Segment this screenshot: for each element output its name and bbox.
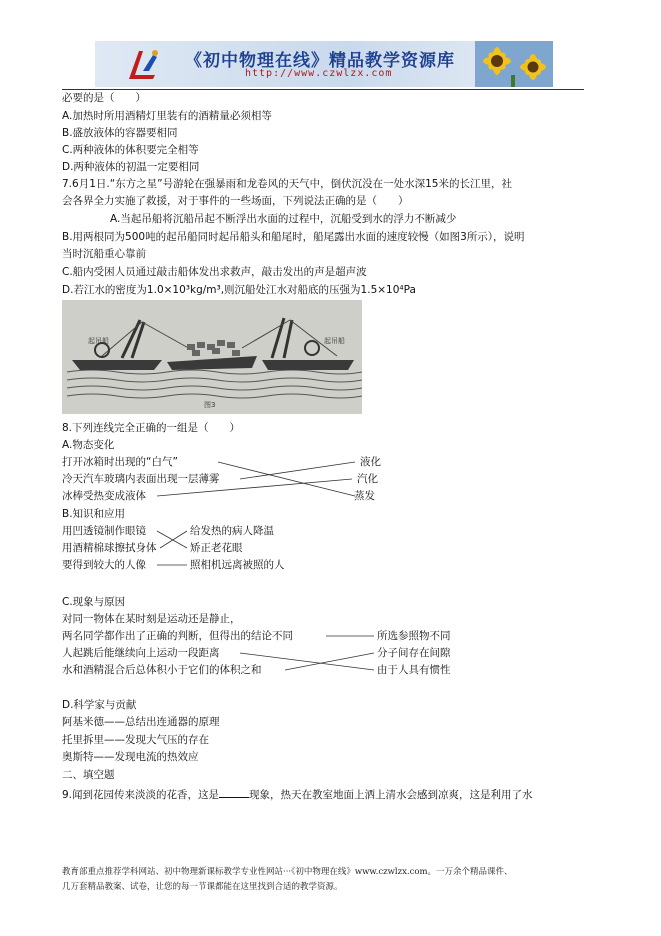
q7-option-b-line1: B.用两根同为500吨的起吊船同时起吊船头和船尾时，船尾露出水面的速度较慢（如图3所示），说明	[62, 231, 525, 243]
q8-b-left-1: 用凹透镜制作眼镜	[62, 525, 146, 537]
a-line-1	[218, 462, 355, 496]
q8-a-right-3: 蒸发	[354, 490, 375, 502]
c-line-3	[285, 653, 374, 670]
q8-c-right-3: 由于人具有惯性	[377, 664, 451, 676]
q8-b-left-3: 要得到较大的人像	[62, 559, 146, 571]
footer-line1: 教育部重点推荐学科网站、初中物理新课标教学专业性网站···《初中物理在线》www.czwlzx.com。一万余个精品课件、	[62, 867, 513, 877]
q8-a-left-1: 打开冰箱时出现的“白气”	[62, 456, 178, 468]
q7-option-b-line2: 当时沉船重心靠前	[62, 248, 146, 260]
q8-b-right-1: 给发热的病人降温	[190, 525, 274, 537]
q6-option-d: D.两种液体的初温一定要相同	[62, 161, 200, 173]
q9-text-part2: 现象，热天在教室地面上洒上清水会感到凉爽，这是利用了水	[249, 789, 533, 801]
q8-c-intro: 对同一物体在某时刻是运动还是静止，	[62, 613, 241, 625]
figure-caption: 图3	[204, 401, 216, 409]
q8-c-right-2: 分子间存在间隙	[377, 647, 451, 659]
q7-option-d: D.若江水的密度为1.0×10³kg/m³,则沉船处江水对船底的压强为1.5×10⁴Pa	[62, 284, 416, 296]
figure-label-right: 起吊船	[324, 337, 345, 345]
q9-line	[62, 787, 533, 802]
q6-stem: 必要的是（ ）	[62, 92, 146, 104]
q8-b-left-2: 用酒精棉球擦拭身体	[62, 542, 157, 554]
q8-a-title: A.物态变化	[62, 439, 115, 451]
header-banner	[95, 41, 553, 87]
a-line-2	[240, 462, 355, 479]
q8-d-item-3: 奥斯特——发现电流的热效应	[62, 751, 199, 763]
q9-blank[interactable]	[219, 787, 249, 798]
q8-a-left-3: 冰棒受热变成液体	[62, 490, 146, 502]
q8-a-right-2: 汽化	[357, 473, 378, 485]
q7-option-c: C.船内受困人员通过敲击船体发出求救声，敲击发出的声是超声波	[62, 266, 367, 278]
q8-c-left-2: 人起跳后能继续向上运动一段距离	[62, 647, 220, 659]
b-line-2	[160, 531, 187, 548]
q8-a-left-2: 冷天汽车玻璃内表面出现一层薄雾	[62, 473, 220, 485]
q6-option-b: B.盛放液体的容器要相同	[62, 127, 178, 139]
site-logo-icon	[125, 45, 165, 83]
q8-c-title: C.现象与原因	[62, 596, 126, 608]
figure-label-left: 起吊船	[88, 337, 109, 345]
q8-d-title: D.科学家与贡献	[62, 699, 137, 711]
q6-option-c: C.两种液体的体积要完全相等	[62, 144, 199, 156]
q8-c-left-3: 水和酒精混合后总体积小于它们的体积之和	[62, 664, 262, 676]
q8-a-right-1: 液化	[360, 456, 381, 468]
q7-stem-line2: 会各界全力实施了救援，对于事件的一些场面，下列说法正确的是（ ）	[62, 195, 409, 207]
section-title: 二、填空题	[62, 769, 115, 781]
header-rule	[62, 89, 584, 90]
b-line-1	[157, 531, 187, 548]
banner-url[interactable]: http://www.czwlzx.com	[245, 68, 393, 79]
q8-c-right-1: 所选参照物不同	[377, 630, 451, 642]
q8-b-right-2: 矫正老花眼	[190, 542, 243, 554]
q8-c-left-1: 两名同学都作出了正确的判断，但得出的结论不同	[62, 630, 293, 642]
crane-ship-illustration	[62, 300, 362, 414]
q8-stem: 8.下列连线完全正确的一组是（ ）	[62, 422, 241, 434]
q8-d-item-2: 托里拆里——发现大气压的存在	[62, 734, 209, 746]
footer-line2: 几万套精品教案、试卷，让您的每一节课都能在这里找到合适的教学资源。	[62, 882, 343, 892]
sunflower-icon	[475, 41, 553, 87]
q7-option-a: A.当起吊船将沉船吊起不断浮出水面的过程中，沉船受到水的浮力不断减少	[110, 213, 457, 225]
q9-text-part1: 9.闻到花园传来淡淡的花香，这是	[62, 789, 220, 801]
q7-stem-line1: 7.6月1日.“东方之星”号游轮在强暴雨和龙卷风的天气中，倒伏沉没在一处水深15米的长江里，社	[62, 178, 512, 190]
q8-b-title: B.知识和应用	[62, 508, 126, 520]
q8-b-right-3: 照相机远离被照的人	[190, 559, 285, 571]
figure-3-photo	[62, 300, 362, 414]
q8-d-item-1: 阿基米德——总结出连通器的原理	[62, 716, 220, 728]
q6-option-a: A.加热时所用酒精灯里装有的酒精量必须相等	[62, 110, 272, 122]
banner-title: 《初中物理在线》精品教学资源库	[185, 51, 455, 71]
